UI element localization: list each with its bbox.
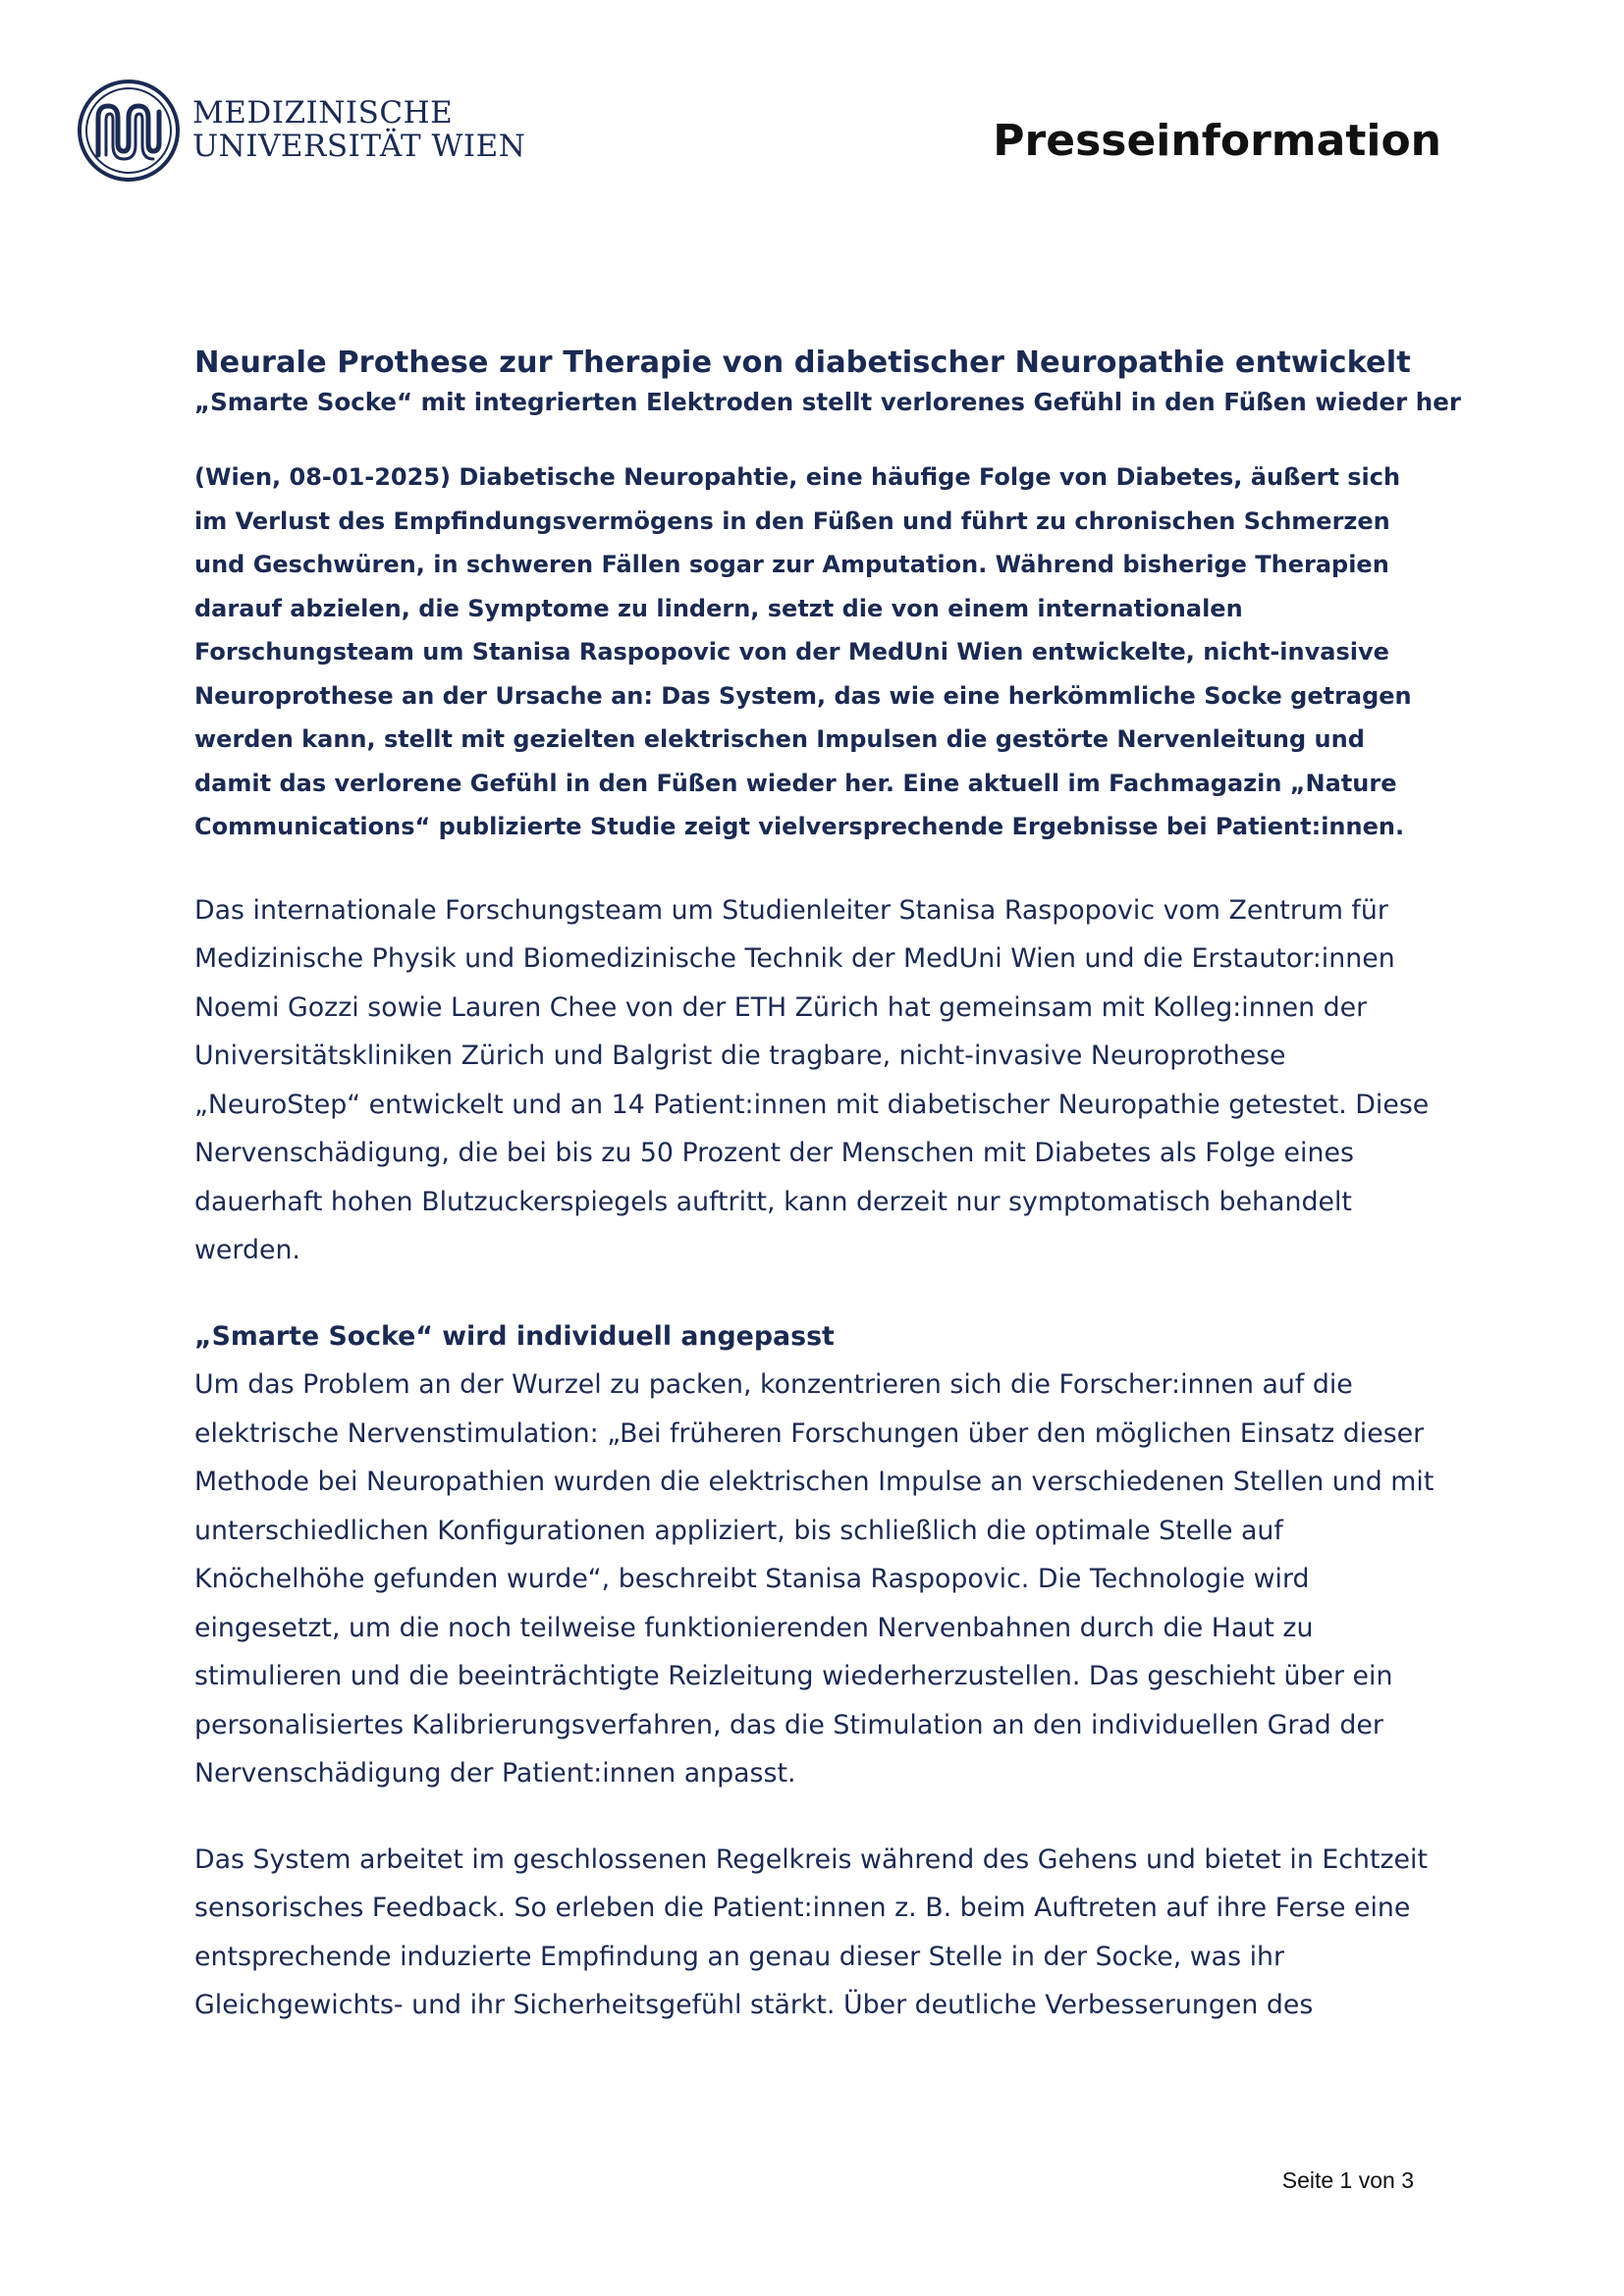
university-logo [77, 79, 528, 187]
university-emblem-icon [77, 79, 181, 183]
document-type-title: Presseinformation [993, 116, 1441, 166]
article-title: Neurale Prothese zur Therapie von diabetischer Neuropathie entwickelt [194, 346, 1411, 380]
logo-text [192, 96, 525, 163]
paragraph-2: Um das Problem an der Wurzel zu packen, konzentrieren sich die Forscher:innen auf die elektrische Nervenstimulation: „Bei früheren Forschungen über den möglichen Einsatz dieser Methode bei Neuropathien wurden die elektrischen Impulse an verschiedenen Stellen und mit unterschiedlichen Konfigurationen appliziert, bis schließlich die optimale Stelle auf Knöchelhöhe gefunden wurde“, beschreibt Stanisa Raspopovic. Die Technologie wird eingesetzt, um die noch teilweise funktionierenden Nervenbahnen durch die Haut zu stimulieren und die beeinträchtigte Reizleitung wiederherzustellen. Das geschieht über ein personalisiertes Kalibrierungsverfahren, das die Stimulation an den individuellen Grad der Nervenschädigung der Patient:innen anpasst. [194, 1369, 1435, 1789]
paragraph-1: Das internationale Forschungsteam um Studienleiter Stanisa Raspopovic vom Zentrum für Medizinische Physik und Biomedizinische Technik der MedUni Wien und die Erstautor:innen Noemi Gozzi sowie Lauren Chee von der ETH Zürich hat gemeinsam mit Kolleg:innen der Universitätskliniken Zürich und Balgrist die tragbare, nicht-invasive Neuroprothese „NeuroStep“ entwickelt und an 14 Patient:innen mit diabetischer Neuropathie getestet. Diese Nervenschädigung, die bei bis zu 50 Prozent der Menschen mit Diabetes als Folge eines dauerhaft hohen Blutzuckerspiegels auftritt, kann derzeit nur symptomatisch behandelt werden. [194, 894, 1430, 1265]
article-body [194, 344, 1461, 2030]
section-heading: „Smarte Socke“ wird individuell angepasst [194, 1320, 835, 1352]
article-lead: (Wien, 08-01-2025) Diabetische Neuropahtie, eine häufige Folge von Diabetes, äußert sich im Verlust des Empfindungsvermögens in den Füßen und führt zu chronischen Schmerzen und Geschwüren, in schweren Fällen sogar zur Amputation. Während bisherige Therapien darauf abzielen, die Symptome zu lindern, setzt die von einem internationalen Forschungsteam um Stanisa Raspopovic von der MedUni Wien entwickelte, nicht-invasive Neuroprothese an der Ursache an: Das System, das wie eine herkömmliche Socke getragen werden kann, stellt mit gezielten elektrischen Impulsen die gestörte Nervenleitung und damit das verlorene Gefühl in den Füßen wieder her. Eine aktuell im Fachmagazin „Nature Communications“ publizierte Studie zeigt vielversprechende Ergebnisse bei Patient:innen. [194, 463, 1412, 840]
logo-line-2: UNIVERSITÄT WIEN [192, 129, 526, 164]
article-subtitle: „Smarte Socke“ mit integrierten Elektroden stellt verlorenes Gefühl in den Füßen wieder her [194, 388, 1461, 416]
page-number: Seite 1 von 3 [1281, 2167, 1414, 2193]
logo-line-1: MEDIZINISCHE [192, 95, 454, 131]
paragraph-3: Das System arbeitet im geschlossenen Regelkreis während des Gehens und bietet in Echtzeit sensorisches Feedback. So erleben die Patient:innen z. B. beim Auftreten auf ihre Ferse eine entsprechende induzierte Empfindung an genau dieser Stelle in der Socke, was ihr Gleichgewichts- und ihr Sicherheitsgefühl stärkt. Über deutliche Verbesserungen des [194, 1843, 1428, 2020]
